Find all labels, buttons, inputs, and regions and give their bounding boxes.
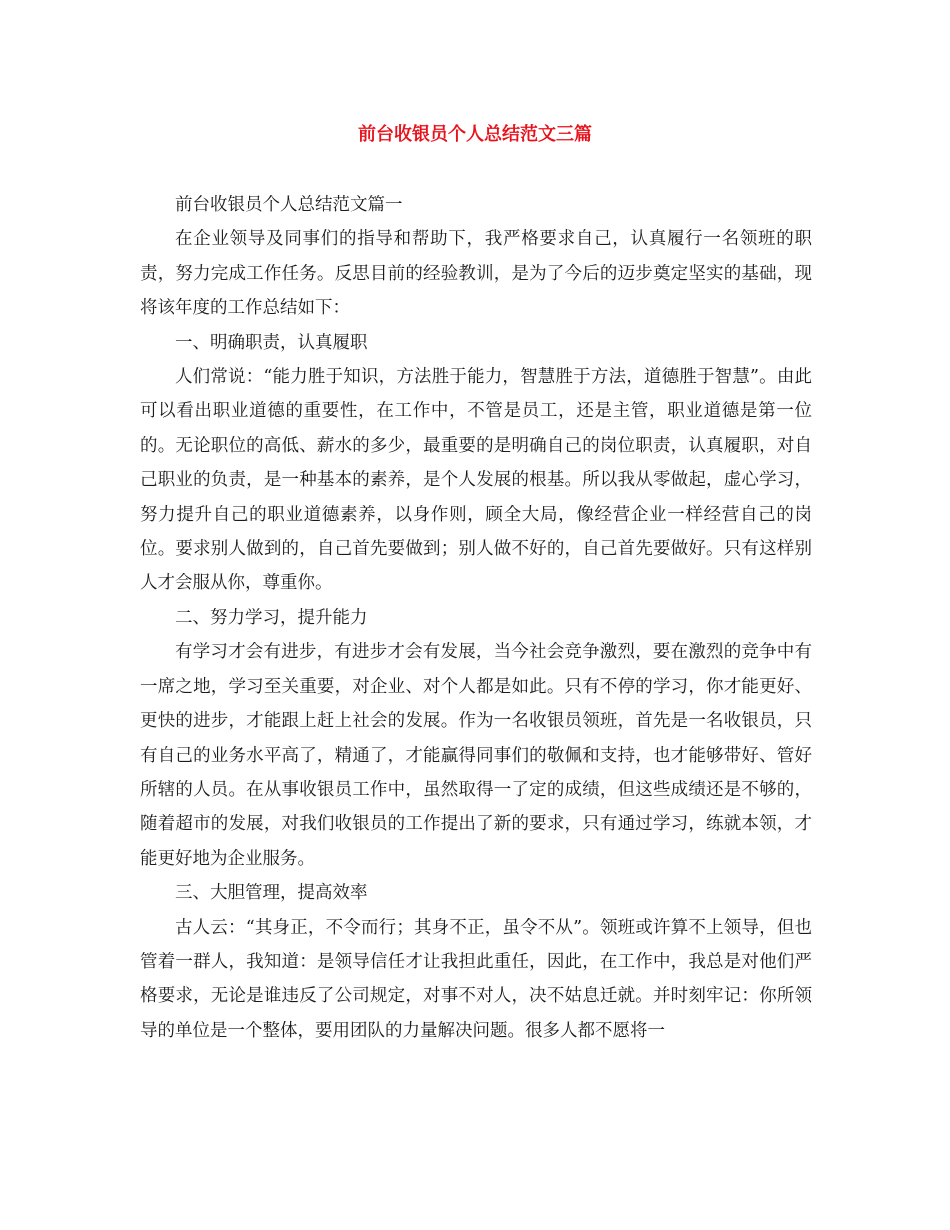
body-paragraph: 在企业领导及同事们的指导和帮助下，我严格要求自己，认真履行一名领班的职责，努力完成工作任务。反思目前的经验教训，是为了今后的迈步奠定坚实的基础，现将该年度的工作总结如下： (140, 229, 812, 319)
section-heading: 三、大胆管理，提高效率 (175, 883, 368, 904)
document-title: 前台收银员个人总结范文三篇 (358, 124, 592, 145)
section-heading: 前台收银员个人总结范文篇一 (175, 195, 403, 215)
body-paragraph: 古人云：“其身正，不令而行；其身不正，虽令不从”。领班或许算不上领导，但也管着一群人，我知道：是领导信任才让我担此重任，因此，在工作中，我总是对他们严格要求，无论是谁违反了公司规定，对事不对人，决不姑息迁就。并时刻牢记：你所领导的单位是一个整体，要用团队的力量解决问题。很多人都不愿将一 (140, 917, 812, 1041)
document-body (140, 188, 812, 1048)
section-heading: 一、明确职责，认真履职 (175, 332, 368, 353)
body-paragraph: 有学习才会有进步，有进步才会有发展，当今社会竞争激烈，要在激烈的竞争中有一席之地，学习至关重要，对企业、对个人都是如此。只有不停的学习，你才能更好、更快的进步，才能跟上赶上社会的发展。作为一名收银员领班，首先是一名收银员，只有自己的业务水平高了，精通了，才能赢得同事们的敬佩和支持，也才能够带好、管好所辖的人员。在从事收银员工作中，虽然取得一了定的成绩，但这些成绩还是不够的，随着超市的发展，对我们收银员的工作提出了新的要求，只有通过学习，练就本领，才能更好地为企业服务。 (140, 642, 812, 869)
section-heading: 二、努力学习，提升能力 (175, 607, 368, 628)
body-paragraph: 人们常说：“能力胜于知识，方法胜于能力，智慧胜于方法，道德胜于智慧”。由此可以看出职业道德的重要性，在工作中，不管是员工，还是主管，职业道德是第一位的。无论职位的高低、薪水的多少，最重要的是明确自己的岗位职责，认真履职，对自己职业的负责，是一种基本的素养，是个人发展的根基。所以我从零做起，虚心学习，努力提升自己的职业道德素养，以身作则，顾全大局，像经营企业一样经营自己的岗位。要求别人做到的，自己首先要做到；别人做不好的，自己首先要做好。只有这样别人才会服从你，尊重你。 (140, 367, 812, 594)
